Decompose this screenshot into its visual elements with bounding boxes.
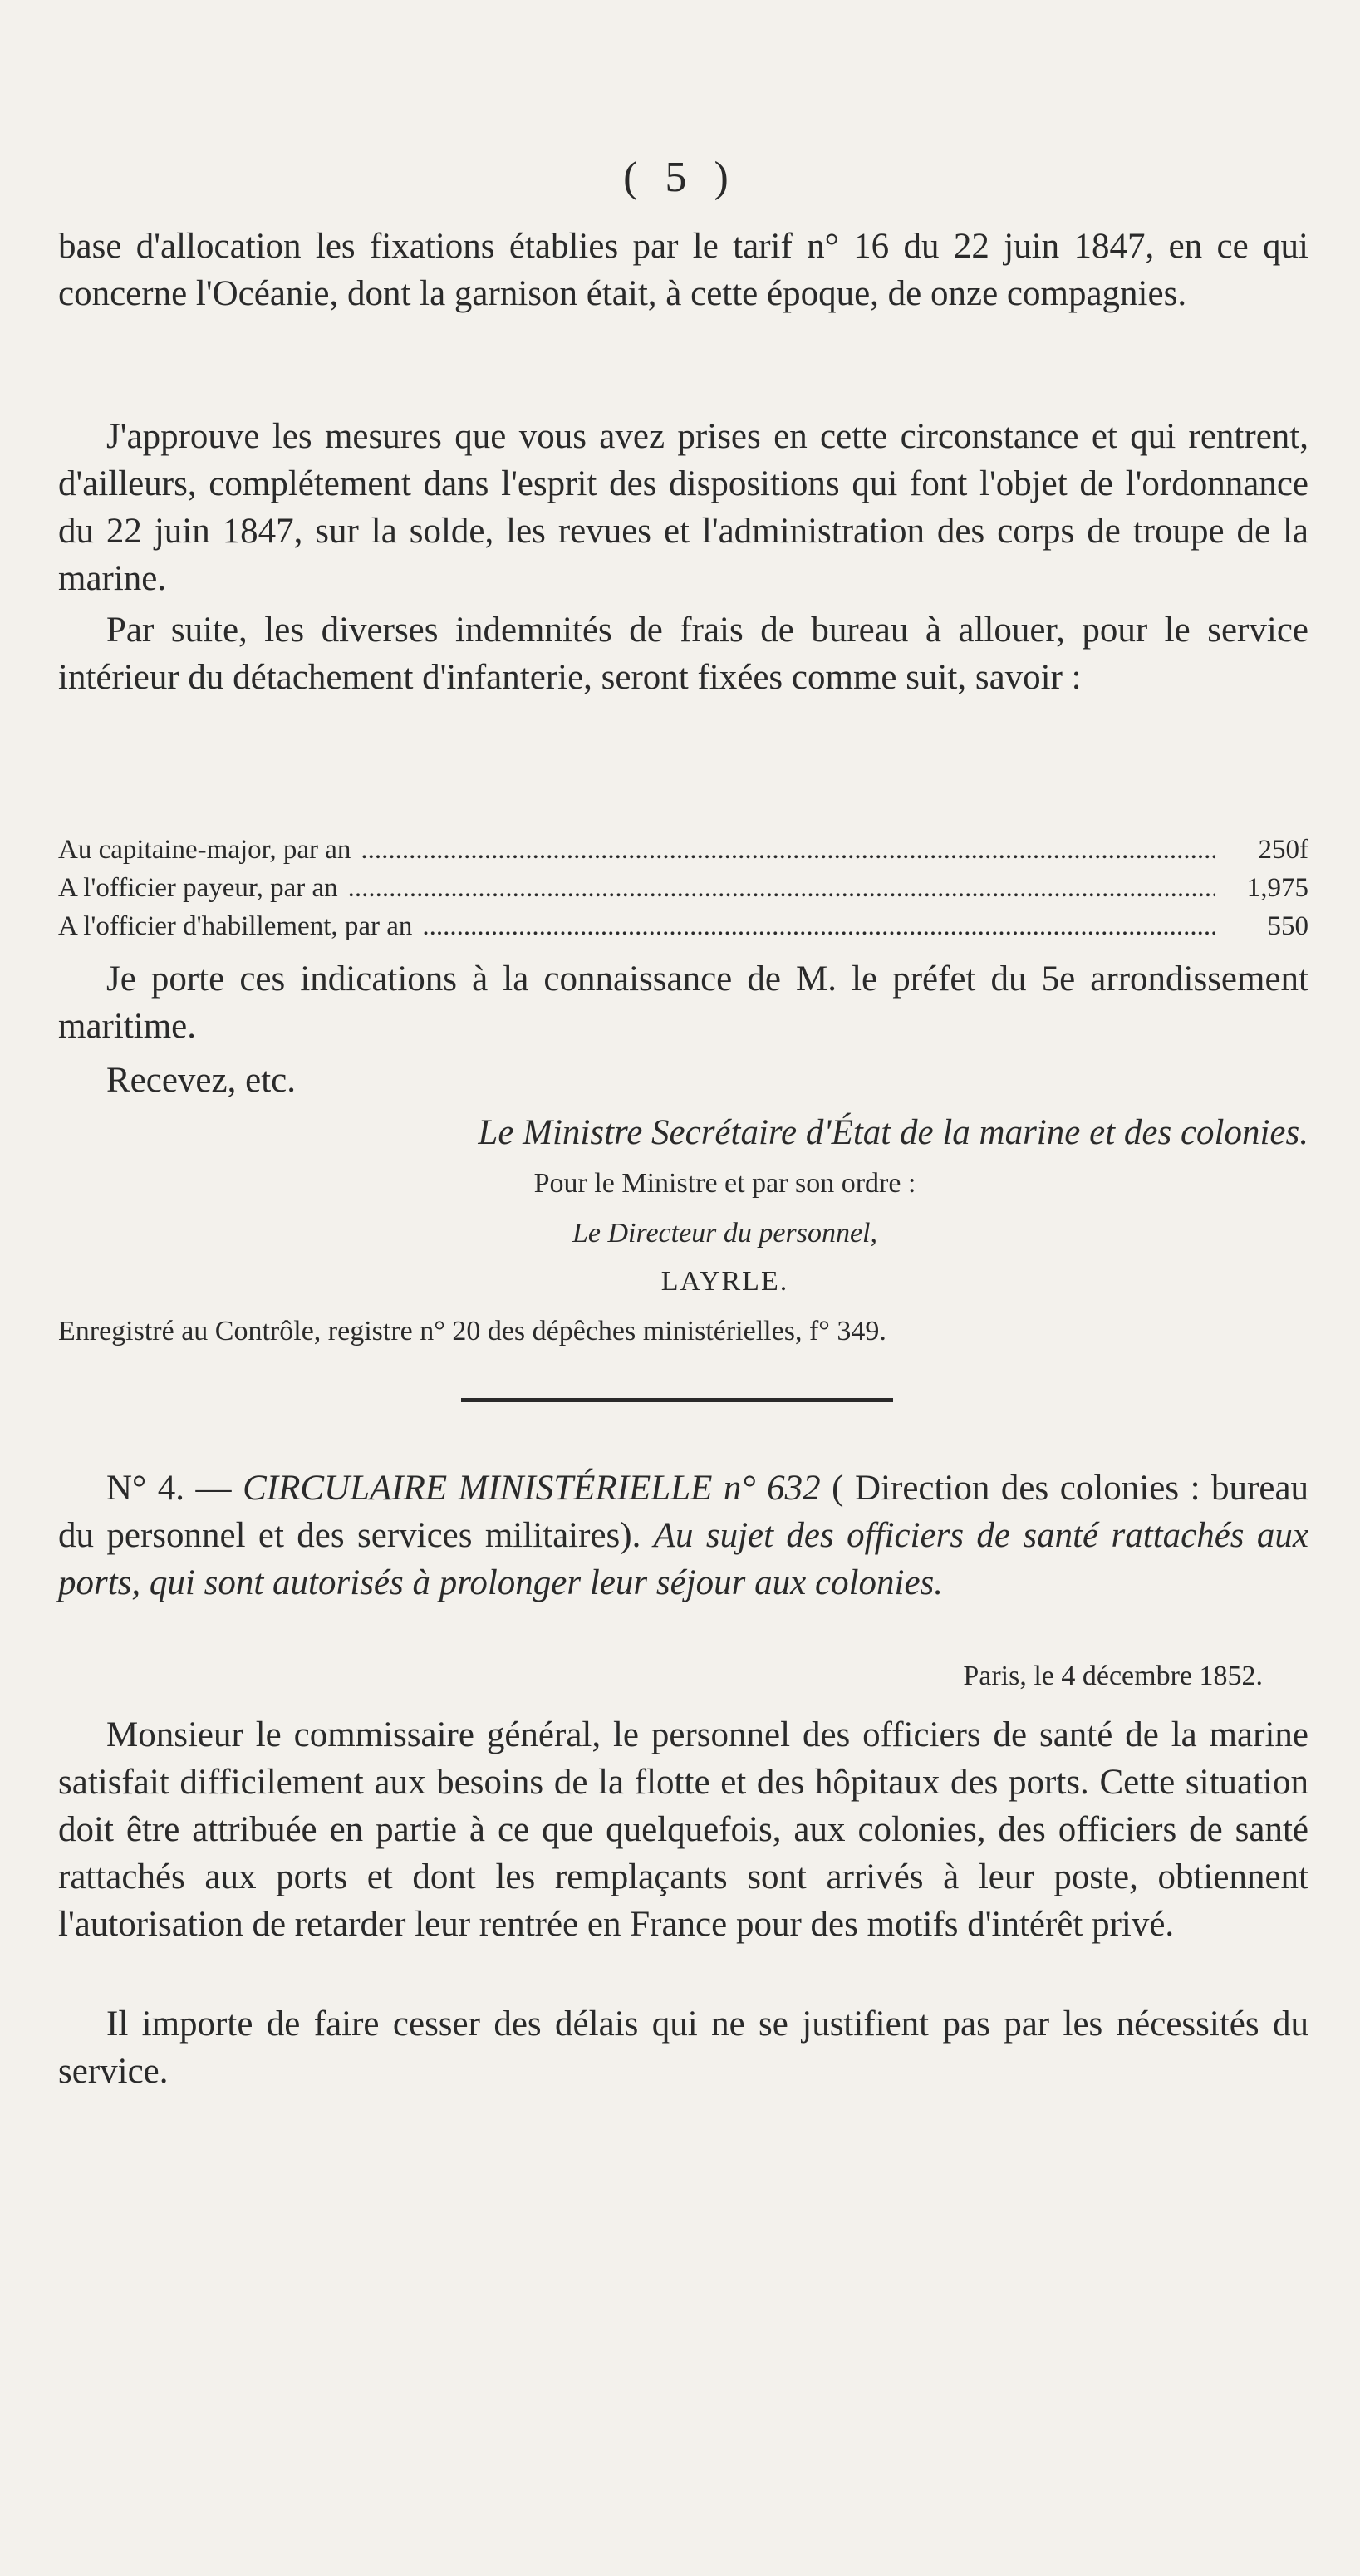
paragraph-approval: J'approuve les mesures que vous avez prises en cette circonstance et qui rentrent, d'ailleurs, complétement dans l'esprit des dispositions qui font l'objet de l'ordonnance du 22 juin 1847, sur la solde, les revues et l'administration des corps de troupe de la marine. [58, 417, 1308, 598]
allowance-label: A l'officier payeur, par an [58, 873, 338, 903]
circular-heading [58, 1465, 1308, 1607]
allowance-label: A l'officier d'habillement, par an [58, 911, 413, 941]
circular-date: Paris, le 4 décembre 1852. [963, 1661, 1263, 1691]
allowance-value: 550 [1267, 911, 1308, 941]
leader-dots [348, 869, 1215, 907]
for-minister-line: Pour le Ministre et par son ordre : [533, 1168, 916, 1199]
allowance-value: 1,975 [1246, 873, 1308, 903]
circular-direction: ( Direction des colonies : bureau du personnel et des services militaires). [58, 1469, 1309, 1555]
circular-title: CIRCULAIRE MINISTÉRIELLE n° 632 [243, 1469, 821, 1508]
paragraph-circular-body: Monsieur le commissaire général, le personnel des officiers de santé de la marine satisfait difficilement aux besoins de la flotte et des hôpitaux des ports. Cette situation doit être attribuée en partie à ce que quelquefois, aux colonies, des officiers de santé rattachés aux ports et dont les remplaçants sont arrivés à leur poste, obtiennent l'autorisation de retarder leur rentrée en France pour des motifs d'intérêt privé. [58, 1715, 1308, 1944]
allowance-value: 250f [1258, 835, 1308, 865]
allowance-row [58, 907, 1308, 945]
leader-dots [422, 907, 1215, 945]
signatory-name: LAYRLE. [660, 1266, 789, 1297]
allowance-row [58, 831, 1308, 869]
allowance-label: Au capitaine-major, par an [58, 835, 351, 865]
paragraph-closing: Recevez, etc. [106, 1061, 296, 1100]
circular-subject: Au sujet des officiers de santé rattachés aux ports, qui sont autorisés à prolonger leur séjour aux colonies. [58, 1516, 1308, 1602]
paragraph-notification: Je porte ces indications à la connaissance de M. le préfet du 5e arrondissement maritime. [58, 959, 1308, 1046]
section-divider [461, 1398, 893, 1402]
allowance-row [58, 869, 1308, 907]
registration-note: Enregistré au Contrôle, registre n° 20 des dépêches ministérielles, f° 349. [58, 1316, 886, 1347]
paragraph-circular-conclusion: Il importe de faire cesser des délais qui ne se justifient pas par les nécessités du service. [58, 2004, 1308, 2091]
minister-signature: Le Ministre Secrétaire d'État de la marine et des colonies. [478, 1113, 1308, 1152]
page-number: ( 5 ) [623, 154, 737, 201]
paragraph-allocation-basis: base d'allocation les fixations établies par le tarif n° 16 du 22 juin 1847, en ce qui concerne l'Océanie, dont la garnison était, à cette époque, de onze compagnies. [58, 227, 1308, 313]
allowance-list [58, 831, 1308, 945]
paragraph-indemnities: Par suite, les diverses indemnités de frais de bureau à allouer, pour le service intérieur du détachement d'infanterie, seront fixées comme suit, savoir : [58, 611, 1308, 697]
director-title: Le Directeur du personnel, [572, 1218, 877, 1249]
leader-dots [361, 831, 1215, 869]
circular-number: N° 4. — [106, 1469, 232, 1508]
